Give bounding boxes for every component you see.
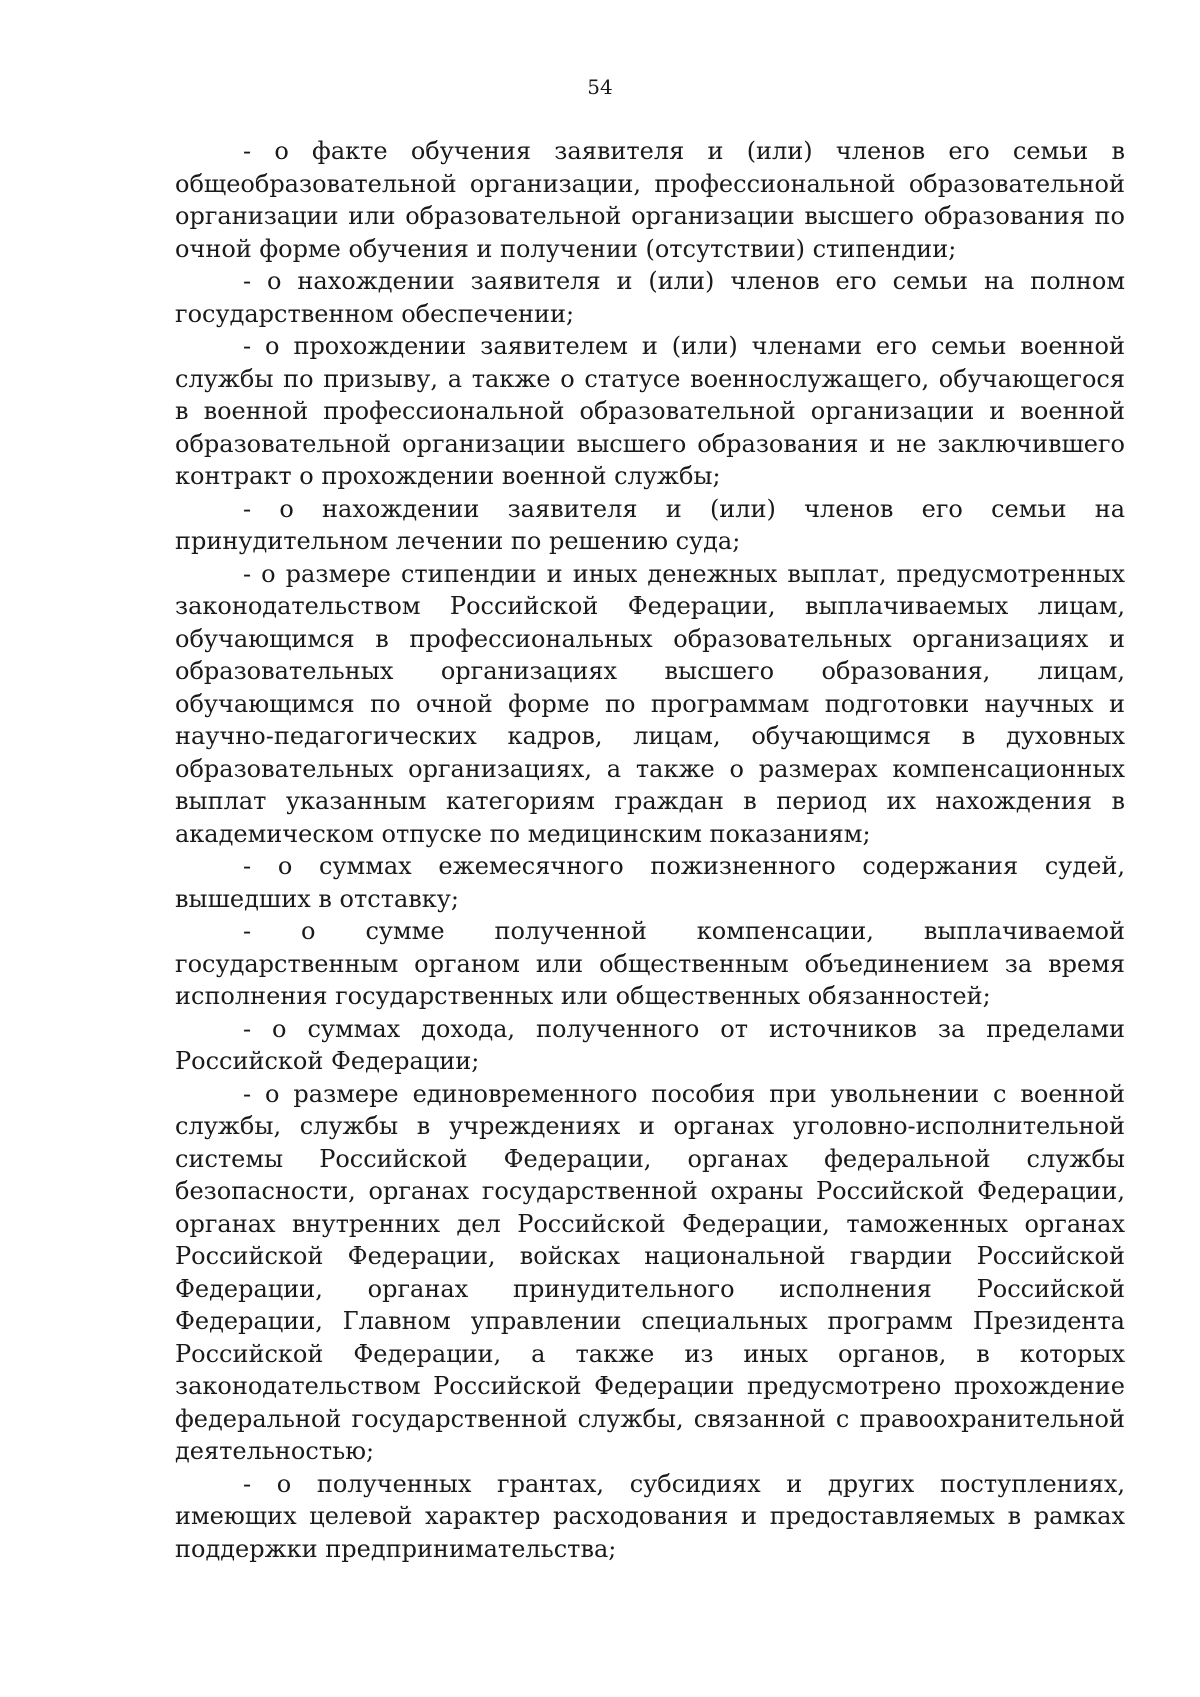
paragraph-state-support: - о нахождении заявителя и (или) членов его семьи на полном государственном обеспечении; xyxy=(175,267,1125,328)
paragraph-compensation: - о сумме полученной компенсации, выплачиваемой государственным органом или общественным объединением за время исполнения государственных или общественных обязанностей; xyxy=(175,917,1125,1010)
paragraph-judges-allowance: - о суммах ежемесячного пожизненного содержания судей, вышедших в отставку; xyxy=(175,852,1125,913)
paragraph-compulsory-treatment: - о нахождении заявителя и (или) членов его семьи на принудительном лечении по решению суда; xyxy=(175,494,1125,555)
paragraph-foreign-income: - о суммах дохода, полученного от источников за пределами Российской Федерации; xyxy=(175,1014,1125,1075)
paragraph-grants-subsidies: - о полученных грантах, субсидиях и других поступлениях, имеющих целевой характер расходования и предоставляемых в рамках поддержки предпринимательства; xyxy=(175,1469,1125,1563)
paragraph-scholarship: - о размере стипендии и иных денежных выплат, предусмотренных законодательством Российской Федерации, выплачиваемых лицам, обучающимся в профессиональных образовательных организациях и образовательных организациях высшего образования, лицам, обучающимся по очной форме по программам подготовки научных и научно-педагогических кадров, лицам, обучающимся в духовных образовательных организациях, а также о размерах компенсационных выплат указанным категориям граждан в период их нахождения в академическом отпуске по медицинским показаниям; xyxy=(175,559,1125,848)
paragraph-dismissal-allowance: - о размере единовременного пособия при увольнении с военной службы, службы в учреждениях и органах уголовно-исполнительной системы Российской Федерации, органах федеральной службы безопасности, органах государственной охраны Российской Федерации, органах внутренних дел Российской Федерации, таможенных органах Российской Федерации, войсках национальной гвардии Российской Федерации, органах принудительного исполнения Российской Федерации, Главном управлении специальных программ Президента Российской Федерации, а также из иных органов, в которых законодательством Российской Федерации предусмотрено прохождение федеральной государственной службы, связанной с правоохранительной деятельностью; xyxy=(175,1079,1125,1465)
page-number: 54 xyxy=(587,75,613,99)
document-body xyxy=(175,135,1125,1565)
paragraph-study-fact: - о факте обучения заявителя и (или) членов его семьи в общеобразовательной организации, профессиональной образовательной организации или образовательной организации высшего образования по очной форме обучения и получении (отсутствии) стипендии; xyxy=(175,137,1125,263)
paragraph-military-service: - о прохождении заявителем и (или) членами его семьи военной службы по призыву, а также о статусе военнослужащего, обучающегося в военной профессиональной образовательной организации и военной образовательной организации высшего образования и не заключившего контракт о прохождении военной службы; xyxy=(175,332,1125,490)
